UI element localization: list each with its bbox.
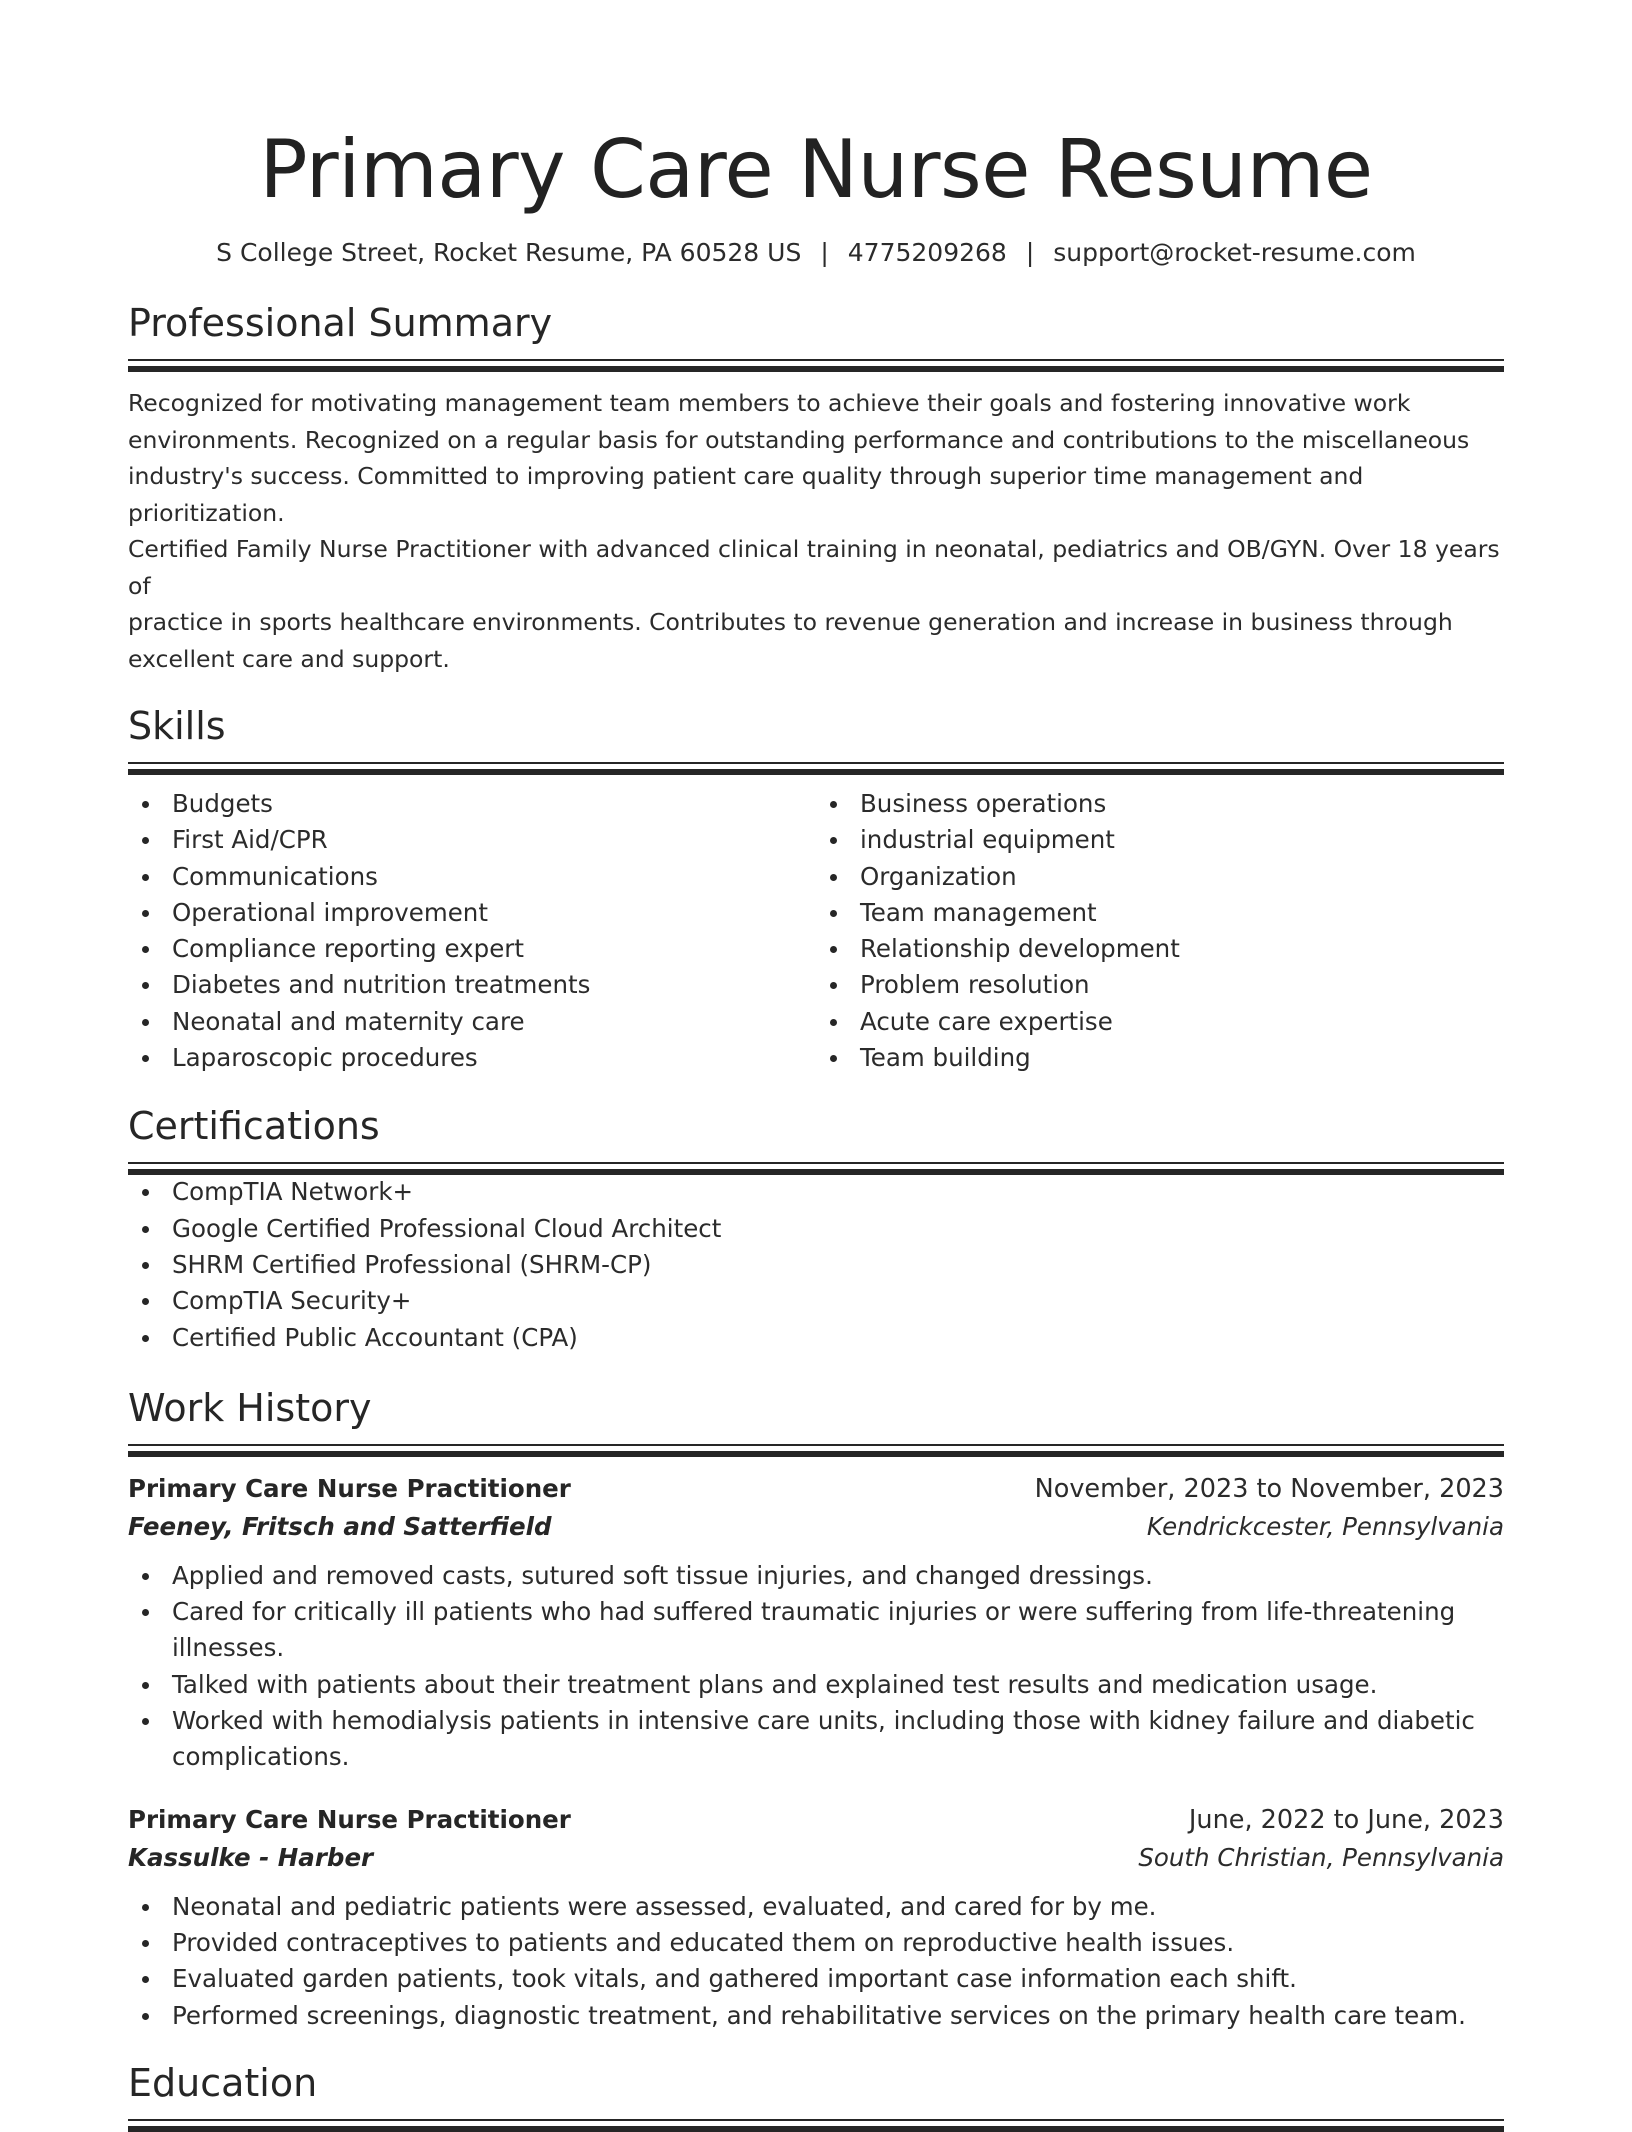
skill-item: industrial equipment	[816, 822, 1504, 858]
skill-item: Problem resolution	[816, 967, 1504, 1003]
certifications-list	[128, 1174, 1504, 1355]
section-heading-education: Education	[128, 2060, 318, 2105]
skill-item: Business operations	[816, 786, 1504, 822]
job-duties	[128, 1889, 1504, 2034]
job-duty: Cared for critically ill patients who had suffered traumatic injuries or were suffering from life-threatening illnesses.	[128, 1594, 1504, 1667]
page-title: Primary Care Nurse Resume	[259, 123, 1373, 216]
section-divider	[128, 1444, 1504, 1456]
skills-section	[128, 702, 1504, 1076]
section-heading-skills: Skills	[128, 704, 226, 748]
job-dates: November, 2023 to November, 2023	[1034, 1473, 1504, 1504]
skills-column-right	[816, 786, 1504, 1076]
section-heading-certifications: Certifications	[128, 1104, 380, 1149]
job-entry	[128, 1470, 1504, 1776]
job-company: Kassulke - Harber	[128, 1842, 374, 1872]
job-duties	[128, 1558, 1504, 1776]
certification-item: SHRM Certified Professional (SHRM-CP)	[128, 1247, 1504, 1283]
skills-column-left	[128, 786, 816, 1076]
job-company: Feeney, Fritsch and Satterfield	[128, 1511, 552, 1541]
skill-item: Acute care expertise	[816, 1004, 1504, 1040]
contact-line	[128, 236, 1504, 270]
job-dates: June, 2022 to June, 2023	[1188, 1804, 1504, 1835]
contact-address: S College Street, Rocket Resume, PA 60528 US	[216, 238, 802, 267]
skill-item: Relationship development	[816, 931, 1504, 967]
job-location: South Christian, Pennsylvania	[1138, 1842, 1504, 1872]
job-duty: Applied and removed casts, sutured soft tissue injuries, and changed dressings.	[128, 1558, 1504, 1594]
skill-item: Operational improvement	[128, 895, 816, 931]
job-title: Primary Care Nurse Practitioner	[128, 1473, 571, 1503]
education-section	[128, 2059, 1504, 2131]
summary-text: Recognized for motivating management team members to achieve their goals and fostering innovative work environments. Recognized on a regular basis for outstanding performance and contributions to the miscellaneous industry's success. Committed to improving patient care quality through superior time management and prioritization. Certified Family Nurse Practitioner with advanced clinical training in neonatal, pediatrics and OB/GYN. Over 18 years of practice in sports healthcare environments. Contributes to revenue generation and increase in business through excellent care and support.	[128, 389, 1500, 673]
contact-separator: |	[1025, 238, 1035, 267]
skill-item: Organization	[816, 859, 1504, 895]
section-divider	[128, 2119, 1504, 2131]
job-entry	[128, 1801, 1504, 2034]
job-duty: Evaluated garden patients, took vitals, and gathered important case information each shift.	[128, 1961, 1504, 1997]
certification-item: CompTIA Network+	[128, 1174, 1504, 1210]
job-title: Primary Care Nurse Practitioner	[128, 1804, 571, 1834]
skill-item: Laparoscopic procedures	[128, 1040, 816, 1076]
certification-item: Certified Public Accountant (CPA)	[128, 1320, 1504, 1356]
skill-item: Team management	[816, 895, 1504, 931]
skill-item: Communications	[128, 859, 816, 895]
skill-item: Budgets	[128, 786, 816, 822]
job-duty: Worked with hemodialysis patients in intensive care units, including those with kidney failure and diabetic complications.	[128, 1703, 1504, 1776]
contact-email[interactable]: support@rocket-resume.com	[1053, 238, 1416, 267]
summary-section	[128, 299, 1504, 677]
section-divider	[128, 762, 1504, 774]
job-duty: Neonatal and pediatric patients were assessed, evaluated, and cared for by me.	[128, 1889, 1504, 1925]
job-location: Kendrickcester, Pennsylvania	[1146, 1511, 1504, 1541]
section-heading-work-history: Work History	[128, 1385, 372, 1430]
contact-phone: 4775209268	[847, 238, 1007, 267]
skill-item: Diabetes and nutrition treatments	[128, 967, 816, 1003]
section-heading-summary: Professional Summary	[128, 301, 553, 345]
skill-item: Team building	[816, 1040, 1504, 1076]
skills-columns	[128, 786, 1504, 1076]
section-divider	[128, 359, 1504, 371]
job-duty: Performed screenings, diagnostic treatment, and rehabilitative services on the primary health care team.	[128, 1998, 1504, 2034]
work-history-section	[128, 1384, 1504, 2034]
skill-item: Compliance reporting expert	[128, 931, 816, 967]
job-duty: Provided contraceptives to patients and educated them on reproductive health issues.	[128, 1925, 1504, 1961]
certification-item: Google Certified Professional Cloud Architect	[128, 1211, 1504, 1247]
certification-item: CompTIA Security+	[128, 1283, 1504, 1319]
skill-item: First Aid/CPR	[128, 822, 816, 858]
skill-item: Neonatal and maternity care	[128, 1004, 816, 1040]
section-divider	[128, 1162, 1504, 1174]
job-duty: Talked with patients about their treatment plans and explained test results and medication usage.	[128, 1667, 1504, 1703]
certifications-section	[128, 1102, 1504, 1355]
contact-separator: |	[820, 238, 829, 267]
